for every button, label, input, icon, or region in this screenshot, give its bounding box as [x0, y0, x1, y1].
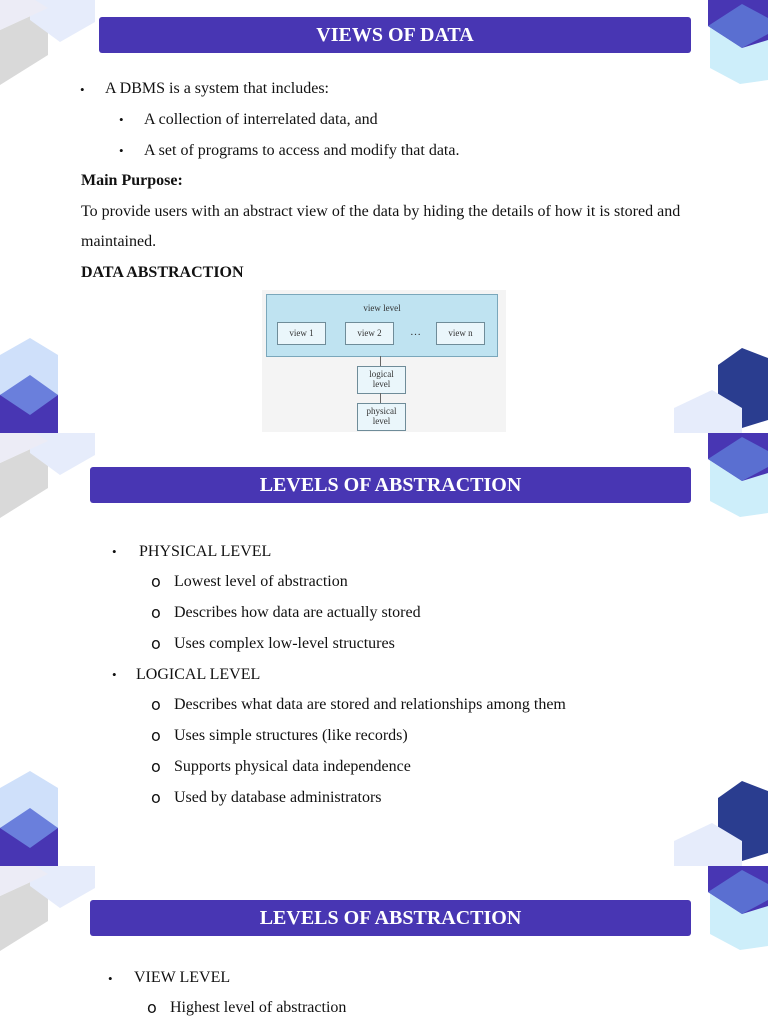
view-1-box: view 1	[277, 322, 326, 345]
sub-bullet-marker: o	[151, 726, 161, 745]
physical-level-line2: level	[372, 416, 391, 426]
intro-text: A DBMS is a system that includes:	[105, 80, 329, 97]
slide-levels-of-abstraction-view	[0, 866, 768, 1024]
view-2-box: view 2	[345, 322, 394, 345]
logical-level-line1: logical	[369, 369, 394, 379]
purpose-text: To provide users with an abstract view of the data by hiding the details of how it is stored and maintained.	[81, 203, 681, 250]
list-item: Uses complex low-level structures	[174, 635, 395, 652]
group-label: LOGICAL LEVEL	[136, 666, 261, 683]
sub-bullet-marker: o	[151, 695, 161, 714]
bullet-marker: •	[108, 971, 113, 986]
bullet-marker: •	[112, 667, 117, 682]
group-label: PHYSICAL LEVEL	[139, 543, 272, 560]
bullet-marker: •	[112, 544, 117, 559]
bullet-marker: •	[119, 143, 124, 158]
slide-title: LEVELS OF ABSTRACTION	[90, 467, 691, 503]
bullet-marker: •	[80, 82, 85, 97]
view-level-box	[266, 294, 498, 357]
bullet-marker: •	[119, 112, 124, 127]
sub-bullet-marker: o	[151, 572, 161, 591]
purpose-heading: Main Purpose:	[81, 172, 183, 189]
connector-line	[380, 356, 381, 366]
slide-levels-of-abstraction	[0, 433, 768, 866]
list-item: A set of programs to access and modify that data.	[144, 142, 460, 159]
view-level-label: view level	[363, 303, 401, 313]
sub-bullet-marker: o	[147, 998, 157, 1017]
physical-level-box	[357, 403, 406, 431]
physical-level-line1: physical	[366, 406, 397, 416]
list-item: Highest level of abstraction	[170, 999, 347, 1016]
view-n-box: view n	[436, 322, 485, 345]
list-item: Supports physical data independence	[174, 758, 411, 775]
list-item: Used by database administrators	[174, 789, 382, 806]
sub-bullet-marker: o	[151, 634, 161, 653]
abstraction-heading: DATA ABSTRACTION	[81, 264, 244, 281]
hexagon-decoration	[0, 866, 768, 1024]
slide-title: LEVELS OF ABSTRACTION	[90, 900, 691, 936]
list-item: Lowest level of abstraction	[174, 573, 348, 590]
data-abstraction-diagram	[262, 290, 506, 432]
sub-bullet-marker: o	[151, 757, 161, 776]
connector-line	[380, 393, 381, 403]
sub-bullet-marker: o	[151, 788, 161, 807]
sub-bullet-marker: o	[151, 603, 161, 622]
slide-views-of-data	[0, 0, 768, 433]
list-item: Describes what data are stored and relationships among them	[174, 696, 566, 713]
group-label: VIEW LEVEL	[134, 969, 231, 986]
list-item: Describes how data are actually stored	[174, 604, 421, 621]
logical-level-line2: level	[372, 379, 391, 389]
logical-level-box	[357, 366, 406, 394]
slide-title: VIEWS OF DATA	[99, 17, 691, 53]
list-item: Uses simple structures (like records)	[174, 727, 408, 744]
list-item: A collection of interrelated data, and	[144, 111, 378, 128]
views-ellipsis: …	[410, 326, 421, 338]
